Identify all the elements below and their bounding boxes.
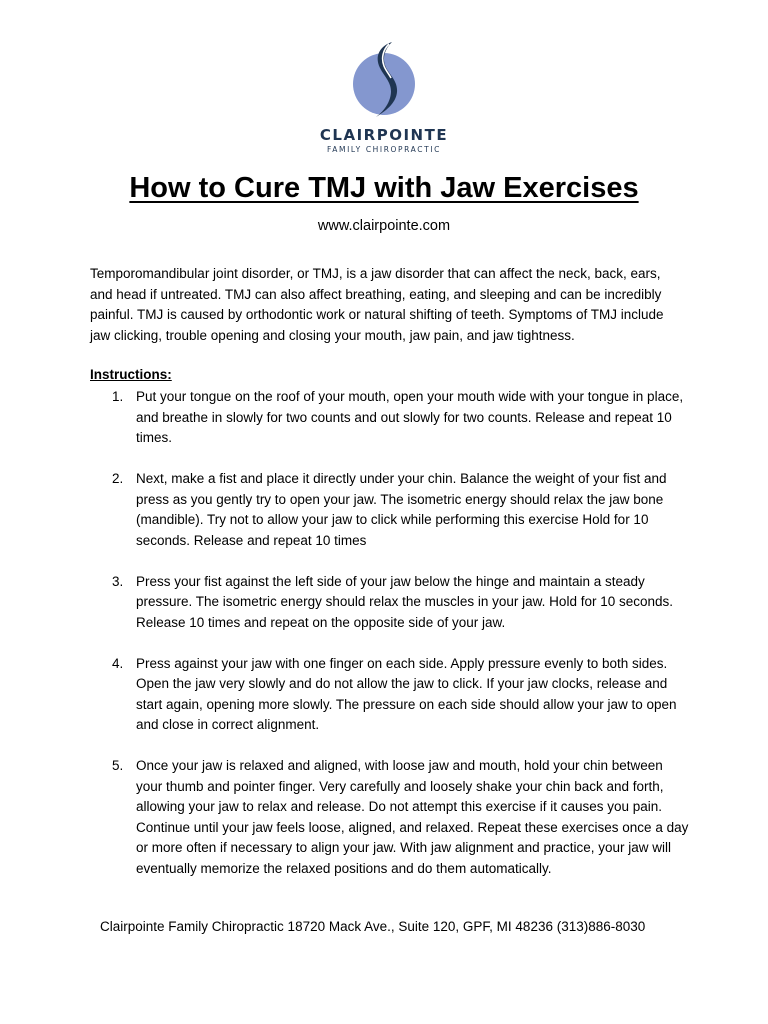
step-text: Press your fist against the left side of your jaw below the hinge and maintain a steady pressure. The isometric energy should relax the muscles in your jaw. Hold for 10 seconds. Release 10 times and repeat on the opposite side of your jaw. — [136, 573, 674, 630]
step-text: Press against your jaw with one finger on each side. Apply pressure evenly to both sides. Open the jaw very slowly and do not allow the jaw to click. If your jaw clocks, release and start again, opening more slowly. The pressure on each side should allow your jaw to open and close in correct alignment. — [136, 655, 677, 732]
step-number: 2. — [112, 471, 124, 486]
instruction-step — [90, 756, 690, 879]
instructions-list — [90, 387, 690, 900]
step-number: 3. — [112, 573, 124, 589]
page-title: How to Cure TMJ with Jaw Exercises — [129, 172, 639, 204]
step-text: Put your tongue on the roof of your mouth, open your mouth wide with your tongue in place, and breathe in slowly for two counts and out slowly for two counts. Release and repeat 10 times. — [136, 389, 684, 445]
logo-mark-icon — [352, 40, 416, 118]
website-url: www.clairpointe.com — [317, 218, 451, 234]
logo-name: CLAIRPOINTE — [319, 126, 449, 144]
intro-paragraph: Temporomandibular joint disorder, or TMJ, is a jaw disorder that can affect the neck, back, ears, and head if untreated. TMJ can also affect breathing, eating, and sleeping and can be incredibly painful. TMJ is caused by orthodontic work or natural shifting of teeth. Symptoms of TMJ include jaw clicking, trouble opening and closing your mouth, jaw pain, and jaw tightness. — [90, 266, 664, 343]
instruction-step — [90, 654, 690, 736]
instruction-step — [90, 469, 690, 551]
instructions-heading: Instructions: — [90, 367, 172, 382]
logo-subtitle: FAMILY CHIROPRACTIC — [327, 145, 441, 154]
clairpointe-logo — [0, 40, 768, 154]
step-text: Once your jaw is relaxed and aligned, with loose jaw and mouth, hold your chin between your thumb and pointer finger. Very carefully and loosely shake your chin back and forth, allowing your jaw to relax and release. Do not attempt this exercise if it causes you pain. Continue until your jaw feels loose, aligned, and relaxed. Repeat these exercises once a day or more often if necessary to align your jaw. With jaw alignment and practice, your jaw will eventually memorize the relaxed positions and do them automatically. — [136, 758, 689, 876]
footer-address: Clairpointe Family Chiropractic 18720 Mack Ave., Suite 120, GPF, MI 48236 (313)886-8030 — [100, 919, 646, 934]
instruction-step — [90, 572, 690, 634]
step-text: Next, make a fist and place it directly under your chin. Balance the weight of your fist and press as you gently try to open your jaw. The isometric energy should relax the jaw bone (mandible). Try not to allow your jaw to click while performing this exercise Hold for 10 seconds. Release and repeat 10 times — [136, 471, 667, 548]
step-number: 5. — [112, 758, 124, 773]
instruction-step — [90, 387, 690, 449]
step-number: 1. — [112, 389, 124, 404]
step-number: 4. — [112, 655, 124, 671]
